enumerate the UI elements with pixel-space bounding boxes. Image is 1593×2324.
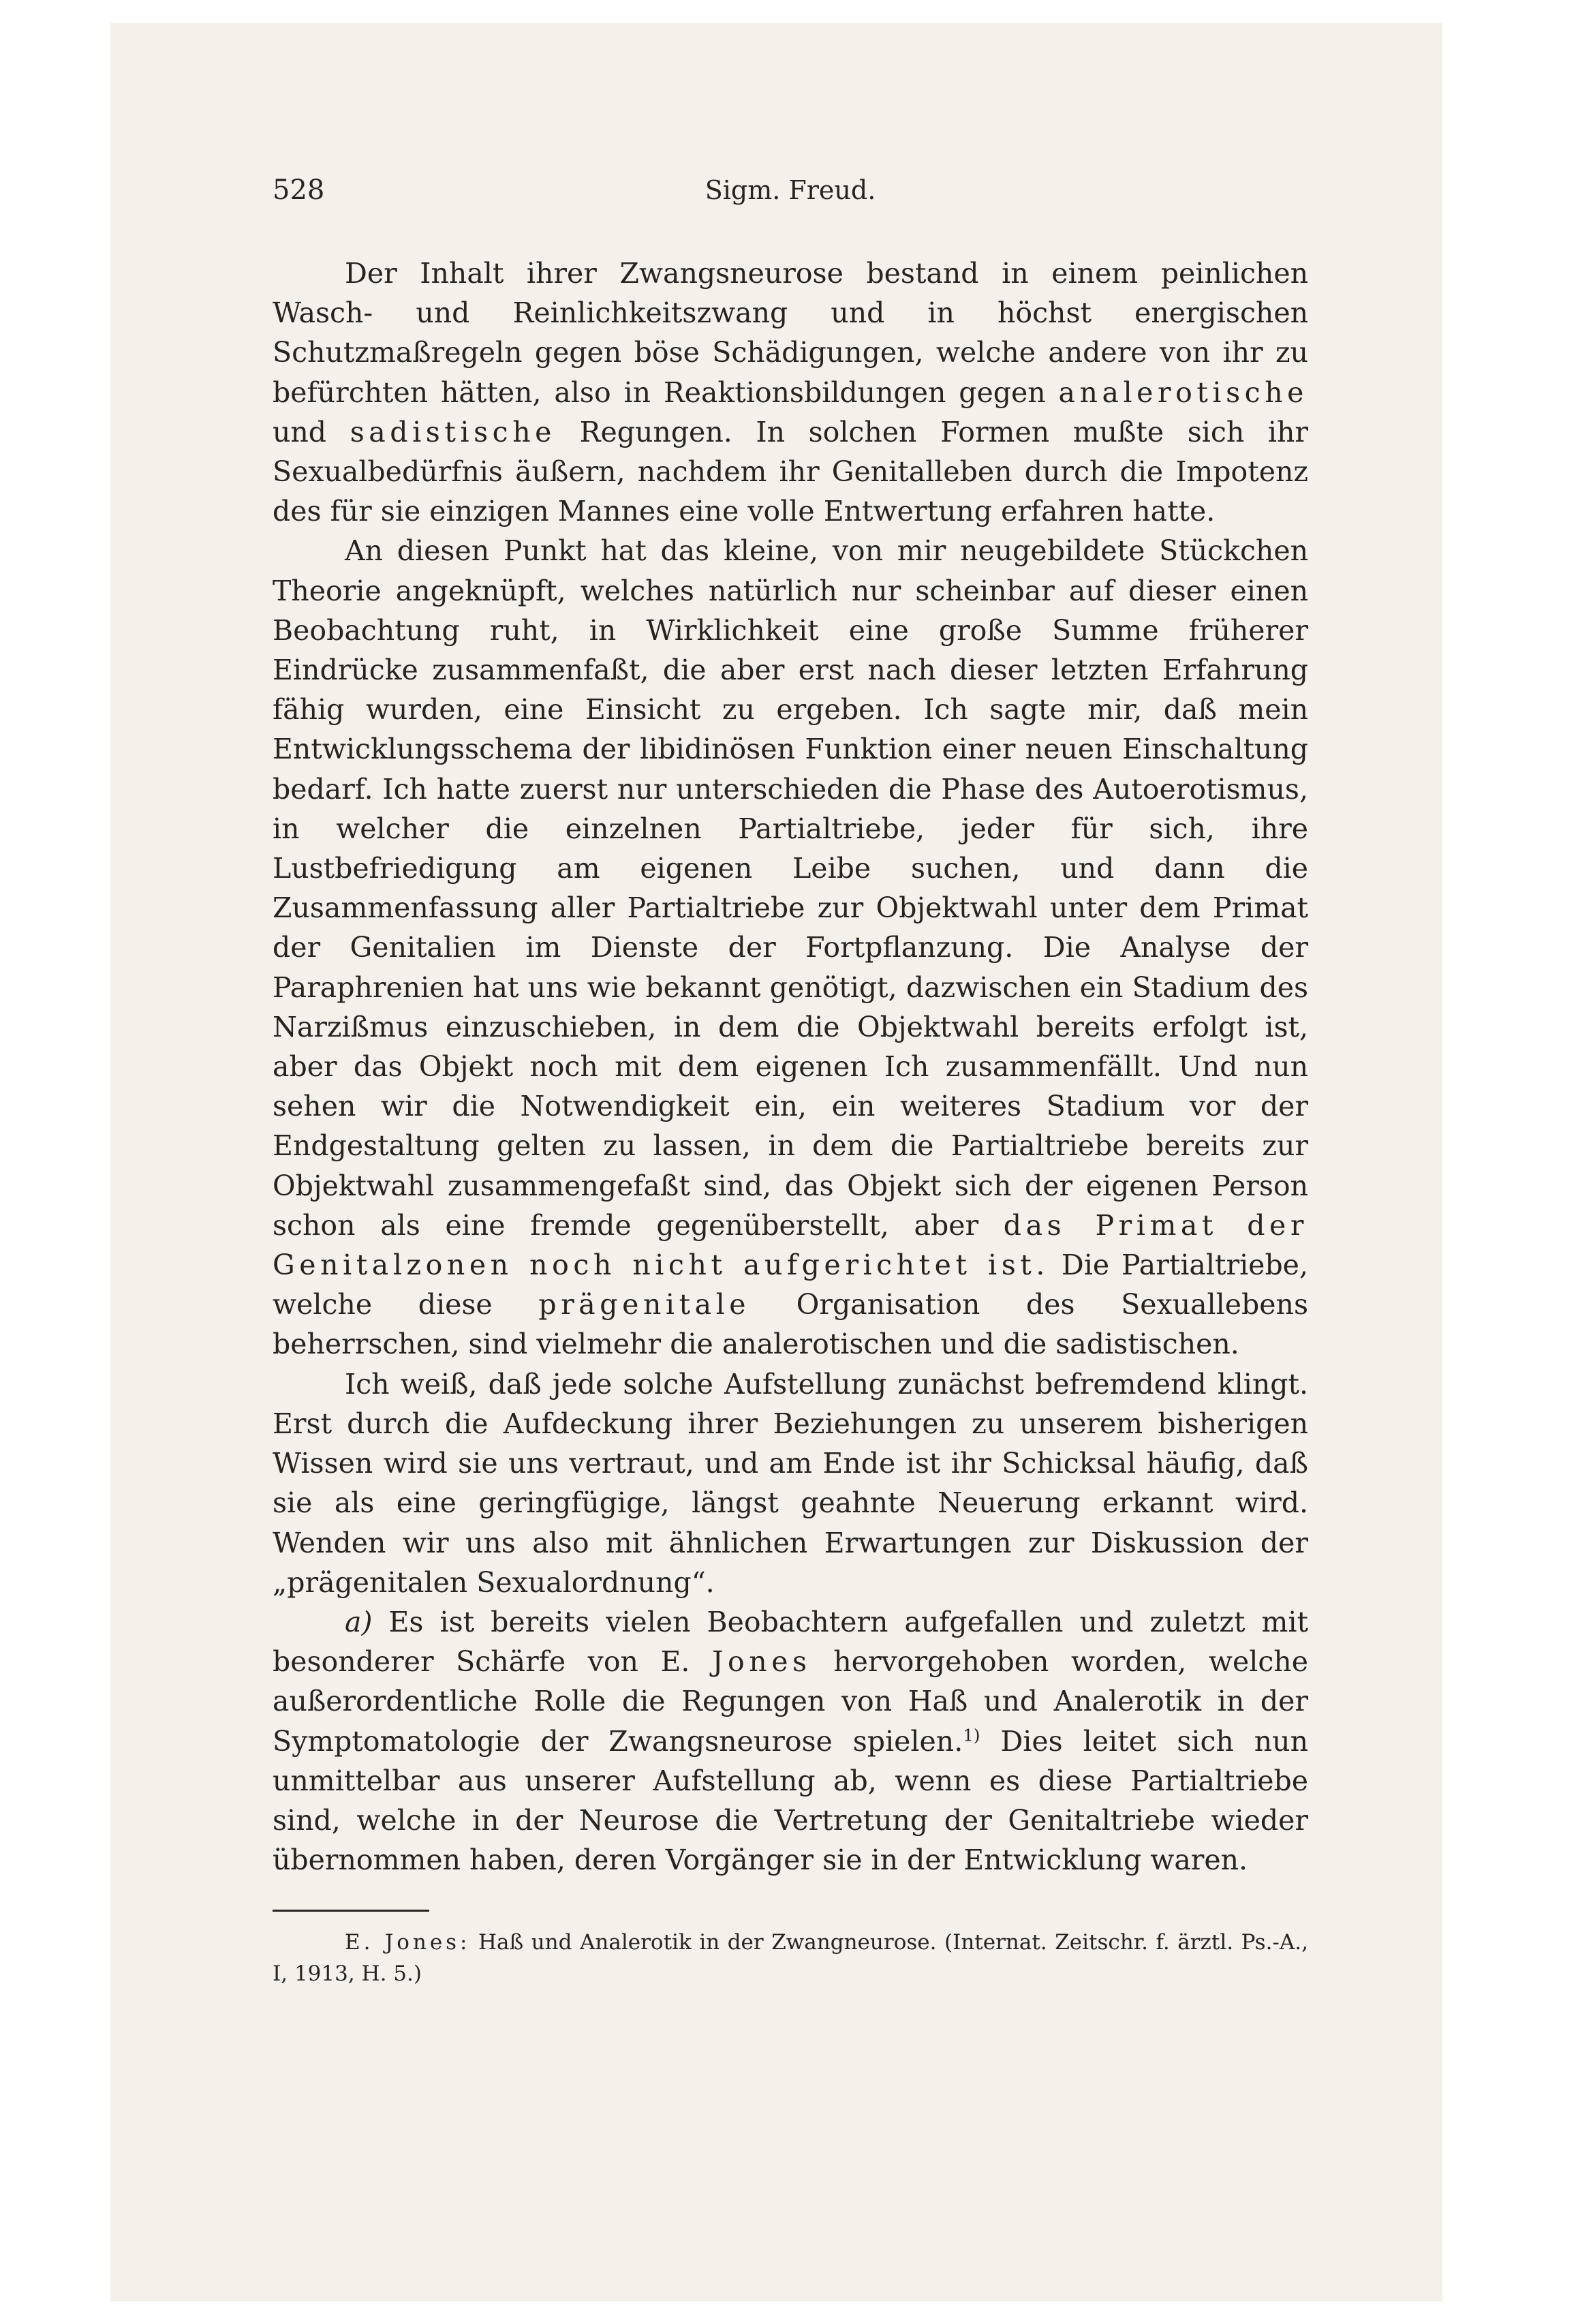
paragraph-2-text: An diesen Punkt hat das kleine, von mir neugebildete Stückchen Theorie angeknüpft, welches natürlich nur scheinbar auf dieser einen Beobachtung ruht, in Wirklichkeit eine große Summe früherer Eindrücke zusammenfaßt, die aber erst nach dieser letzten Erfahrung fähig wurden, eine Einsicht zu ergeben. Ich sagte mir, daß mein Entwicklungsschema der libidinösen Funktion einer neuen Einschaltung bedarf. Ich hatte zuerst nur unterschieden die Phase des Autoerotismus, in welcher die einzelnen Partialtriebe, jeder für sich, ihre Lustbefriedigung am eigenen Leibe suchen, und dann die Zusammenfassung aller Partialtriebe zur Objektwahl unter dem Primat der Genitalien im Dienste der Fortpflanzung. Die Analyse der Paraphrenien hat uns wie bekannt genötigt, dazwischen ein Stadium des Narzißmus einzuschieben, in dem die Objektwahl bereits erfolgt ist, aber das Objekt noch mit dem eigenen Ich zusammenfällt. Und nun sehen wir die Notwendigkeit ein, ein weiteres Stadium vor der Endgestaltung gelten zu lassen, in dem die Partialtriebe bereits zur Objektwahl zusammengefaßt sind, das Objekt sich der eigenen Person schon als eine fremde gegenüberstellt, aber [273,534,1308,1242]
paragraph-3-text: Ich weiß, daß jede solche Aufstellung zunächst befremdend klingt. Erst durch die Aufdeckung ihrer Beziehungen zu unserem bisherigen Wissen wird sie uns vertraut, und am Ende ist ihr Schicksal häufig, daß sie als eine geringfügige, längst geahnte Neuerung erkannt wird. Wenden wir uns also mit ähnlichen Erwartungen zur Diskussion der „prägenitalen Sexualordnung“. [273,1367,1308,1599]
paragraph-4-text: Es ist bereits vielen Beobachtern aufgefallen und zuletzt mit besonderer Schärfe von E. [273,1605,1308,1679]
footnote-text: Haß und Analerotik in der Zwangneurose. (Internat. Zeitschr. f. ärztl. Ps.-A., I, 1913, H. 5.) [273,1930,1309,1987]
paragraph-2-text-middle: Die Partialtriebe, welche diese [273,1249,1308,1321]
footnote-author: E. Jones: [345,1930,471,1955]
paragraph-2 [273,531,1308,1364]
paragraph-4-emphasis-jones: Jones [712,1645,811,1679]
book-page [273,170,1308,1989]
footnote [273,1927,1308,1989]
footnote-divider [273,1910,429,1912]
paragraph-4-text-end: Dies leitet sich nun unmittelbar aus unserer Aufstellung ab, wenn es diese Partialtriebe sind, welche in der Neurose die Vertretung der Genitaltriebe wieder übernommen haben, deren Vorgänger sie in der Entwicklung waren. [273,1724,1308,1877]
paragraph-1-text: Der Inhalt ihrer Zwangsneurose bestand in einem peinlichen Wasch- und Reinlichkeitszwang und in höchst energischen Schutzmaßregeln gegen böse Schädigungen, welche andere von ihr zu befürchten hätten, also in Reaktionsbildungen gegen [273,257,1308,409]
paragraph-1-emphasis-sadistische: sadistische [350,415,556,448]
paragraph-1-emphasis-analerotische: analerotische [1058,376,1308,409]
paragraph-4-text-middle: hervorgehoben worden, welche außerordentliche Rolle die Regungen von Haß und Analerotik in der Symptomatologie der Zwangsneurose spielen. [273,1645,1308,1758]
running-title: Sigm. Freud. [705,175,876,205]
paragraph-4 [273,1602,1308,1880]
paragraph-3 [273,1364,1308,1602]
paragraph-2-text-end: Organisation des Sexuallebens beherrschen, sind vielmehr die analerotischen und die sadistischen. [273,1288,1308,1361]
footnote-reference: 1) [963,1724,980,1745]
page-number: 528 [273,174,325,206]
paragraph-4-label: a) [345,1605,373,1638]
paragraph-2-emphasis-praegenitale: prägenitale [538,1288,751,1321]
paragraph-1 [273,254,1308,531]
paragraph-1-conjunction: und [273,415,327,448]
paragraph-2-emphasis-primat: das Primat der Genitalzonen noch nicht aufgerichtet ist. [273,1208,1308,1282]
running-header [273,170,1308,211]
paragraph-1-text-end: Regungen. In solchen Formen mußte sich ihr Sexualbedürfnis äußern, nachdem ihr Genitalleben durch die Impotenz des für sie einzigen Mannes eine volle Entwertung erfahren hatte. [273,415,1308,528]
